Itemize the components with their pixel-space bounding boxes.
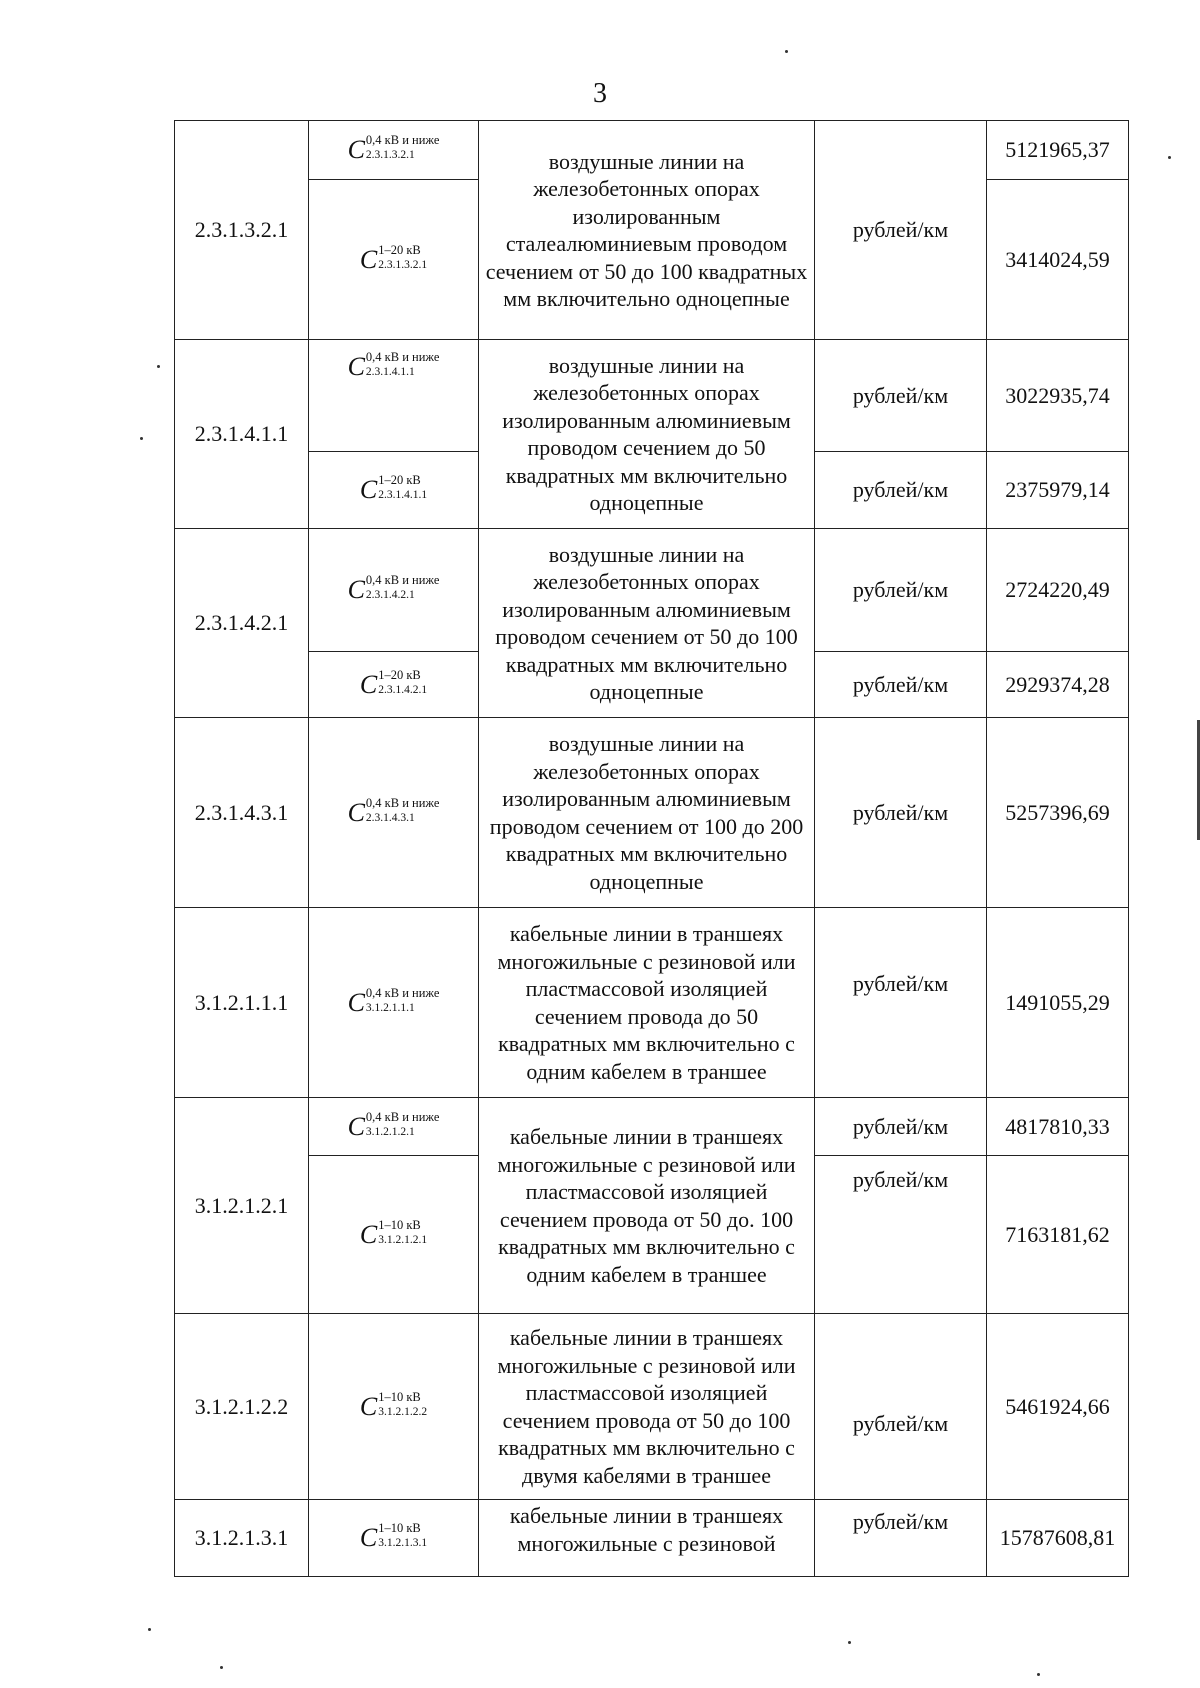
unit-label: рублей/км xyxy=(815,1500,987,1577)
unit-label: рублей/км xyxy=(815,908,987,1098)
unit-label: рублей/км xyxy=(815,1314,987,1500)
scan-speck xyxy=(785,50,788,53)
rate-value: 3022935,74 xyxy=(987,340,1129,452)
table-row xyxy=(175,121,1129,180)
rate-index: 3.1.2.1.1.1 xyxy=(365,1001,415,1014)
rate-index: 2.3.1.4.1.1 xyxy=(378,489,428,501)
scan-speck xyxy=(220,1666,223,1669)
rate-symbol: C 1–20 кВ 2.3.1.4.2.1 xyxy=(309,652,479,718)
rate-index: 3.1.2.1.2.1 xyxy=(365,1125,415,1138)
voltage-class: 0,4 кВ и ниже xyxy=(365,1109,440,1124)
scan-speck xyxy=(1168,156,1171,159)
unit-label: рублей/км xyxy=(815,718,987,908)
rate-value: 2375979,14 xyxy=(987,452,1129,529)
unit-label: рублей/км xyxy=(815,1156,987,1314)
item-code: 3.1.2.1.1.1 xyxy=(175,908,309,1098)
line-description: кабельные линии в траншеях многожильные с резиновой или пластмассовой изоляцией сечением провода от 50 до 100 квадратных мм включительно с двумя кабелями в траншее xyxy=(479,1314,815,1500)
scan-speck xyxy=(140,437,143,440)
voltage-class: 1–20 кВ xyxy=(378,667,421,682)
rate-symbol: C 0,4 кВ и ниже 2.3.1.4.1.1 xyxy=(309,340,479,452)
unit-label: рублей/км xyxy=(815,1098,987,1156)
table-row xyxy=(175,529,1129,652)
voltage-class: 1–10 кВ xyxy=(378,1521,421,1535)
rate-symbol: C 0,4 кВ и ниже 2.3.1.4.3.1 xyxy=(309,718,479,908)
line-description: кабельные линии в траншеях многожильные с резиновой xyxy=(479,1500,815,1577)
rate-index: 2.3.1.3.2.1 xyxy=(378,258,428,271)
voltage-class: 0,4 кВ и ниже xyxy=(365,985,440,1000)
item-code: 3.1.2.1.2.1 xyxy=(175,1098,309,1314)
voltage-class: 0,4 кВ и ниже xyxy=(365,795,440,810)
line-description: воздушные линии на железобетонных опорах изолированным алюминиевым проводом сечением от 50 до 100 квадратных мм включительно одноцепные xyxy=(479,529,815,718)
page-number: 3 xyxy=(593,78,607,109)
unit-label: рублей/км xyxy=(815,529,987,652)
scan-speck xyxy=(148,1628,151,1631)
item-code: 2.3.1.3.2.1 xyxy=(175,121,309,340)
rate-value: 1491055,29 xyxy=(987,908,1129,1098)
scan-speck xyxy=(1037,1673,1040,1676)
rate-symbol: C 0,4 кВ и ниже 2.3.1.4.2.1 xyxy=(309,529,479,652)
rate-value: 5257396,69 xyxy=(987,718,1129,908)
rate-symbol: C 1–10 кВ 3.1.2.1.3.1 xyxy=(309,1500,479,1577)
rate-symbol: C 1–10 кВ 3.1.2.1.2.1 xyxy=(309,1156,479,1314)
rate-index: 3.1.2.1.2.1 xyxy=(378,1233,428,1246)
item-code: 3.1.2.1.3.1 xyxy=(175,1500,309,1577)
line-description: кабельные линии в траншеях многожильные с резиновой или пластмассовой изоляцией сечением провода от 50 до. 100 квадратных мм включительно с одним кабелем в траншее xyxy=(479,1098,815,1314)
rate-index: 2.3.1.4.2.1 xyxy=(365,589,415,601)
table-row xyxy=(175,908,1129,1098)
line-description: кабельные линии в траншеях многожильные с резиновой или пластмассовой изоляцией сечением провода до 50 квадратных мм включительно с одним кабелем в траншее xyxy=(479,908,815,1098)
rate-symbol: C 0,4 кВ и ниже 2.3.1.3.2.1 xyxy=(309,121,479,180)
voltage-class: 1–10 кВ xyxy=(378,1389,421,1404)
rate-value: 15787608,81 xyxy=(987,1500,1129,1577)
rate-value: 5121965,37 xyxy=(987,121,1129,180)
item-code: 2.3.1.4.2.1 xyxy=(175,529,309,718)
voltage-class: 0,4 кВ и ниже xyxy=(365,573,440,587)
rate-index: 2.3.1.4.3.1 xyxy=(365,811,415,824)
line-description: воздушные линии на железобетонных опорах изолированным алюминиевым проводом сечением до 50 квадратных мм включительно одноцепные xyxy=(479,340,815,529)
voltage-class: 0,4 кВ и ниже xyxy=(365,133,440,147)
unit-label: рублей/км xyxy=(815,652,987,718)
line-description: воздушные линии на железобетонных опорах изолированным алюминиевым проводом сечением от 100 до 200 квадратных мм включительно одноцепные xyxy=(479,718,815,908)
rate-symbol: C 1–20 кВ 2.3.1.3.2.1 xyxy=(309,180,479,340)
scan-speck xyxy=(157,365,160,368)
scan-speck xyxy=(848,1641,851,1644)
table-row xyxy=(175,1314,1129,1500)
item-code: 2.3.1.4.1.1 xyxy=(175,340,309,529)
item-code: 3.1.2.1.2.2 xyxy=(175,1314,309,1500)
table-row xyxy=(175,718,1129,908)
rate-index: 2.3.1.3.2.1 xyxy=(365,149,415,161)
rate-value: 2724220,49 xyxy=(987,529,1129,652)
tariff-table xyxy=(174,120,1129,1577)
rate-symbol: C 0,4 кВ и ниже 3.1.2.1.2.1 xyxy=(309,1098,479,1156)
unit-label: рублей/км xyxy=(815,452,987,529)
rate-value: 2929374,28 xyxy=(987,652,1129,718)
table-row xyxy=(175,340,1129,452)
rate-symbol: C 0,4 кВ и ниже 3.1.2.1.1.1 xyxy=(309,908,479,1098)
rate-symbol: C 1–20 кВ 2.3.1.4.1.1 xyxy=(309,452,479,529)
item-code: 2.3.1.4.3.1 xyxy=(175,718,309,908)
rate-index: 3.1.2.1.2.2 xyxy=(378,1405,428,1418)
line-description: воздушные линии на железобетонных опорах изолированным сталеалюминиевым проводом сечением от 50 до 100 квадратных мм включительно одноцепные xyxy=(479,121,815,340)
rate-value: 7163181,62 xyxy=(987,1156,1129,1314)
rate-value: 5461924,66 xyxy=(987,1314,1129,1500)
voltage-class: 1–10 кВ xyxy=(378,1217,421,1232)
rate-index: 2.3.1.4.2.1 xyxy=(378,683,428,696)
table-row xyxy=(175,1500,1129,1577)
unit-label: рублей/км xyxy=(815,121,987,340)
rate-symbol: C 1–10 кВ 3.1.2.1.2.2 xyxy=(309,1314,479,1500)
voltage-class: 0,4 кВ и ниже xyxy=(365,350,440,364)
voltage-class: 1–20 кВ xyxy=(378,242,421,257)
voltage-class: 1–20 кВ xyxy=(378,473,421,487)
rate-index: 2.3.1.4.1.1 xyxy=(365,366,415,378)
rate-value: 4817810,33 xyxy=(987,1098,1129,1156)
rate-index: 3.1.2.1.3.1 xyxy=(378,1537,428,1549)
rate-value: 3414024,59 xyxy=(987,180,1129,340)
unit-label: рублей/км xyxy=(815,340,987,452)
table-row xyxy=(175,1098,1129,1156)
